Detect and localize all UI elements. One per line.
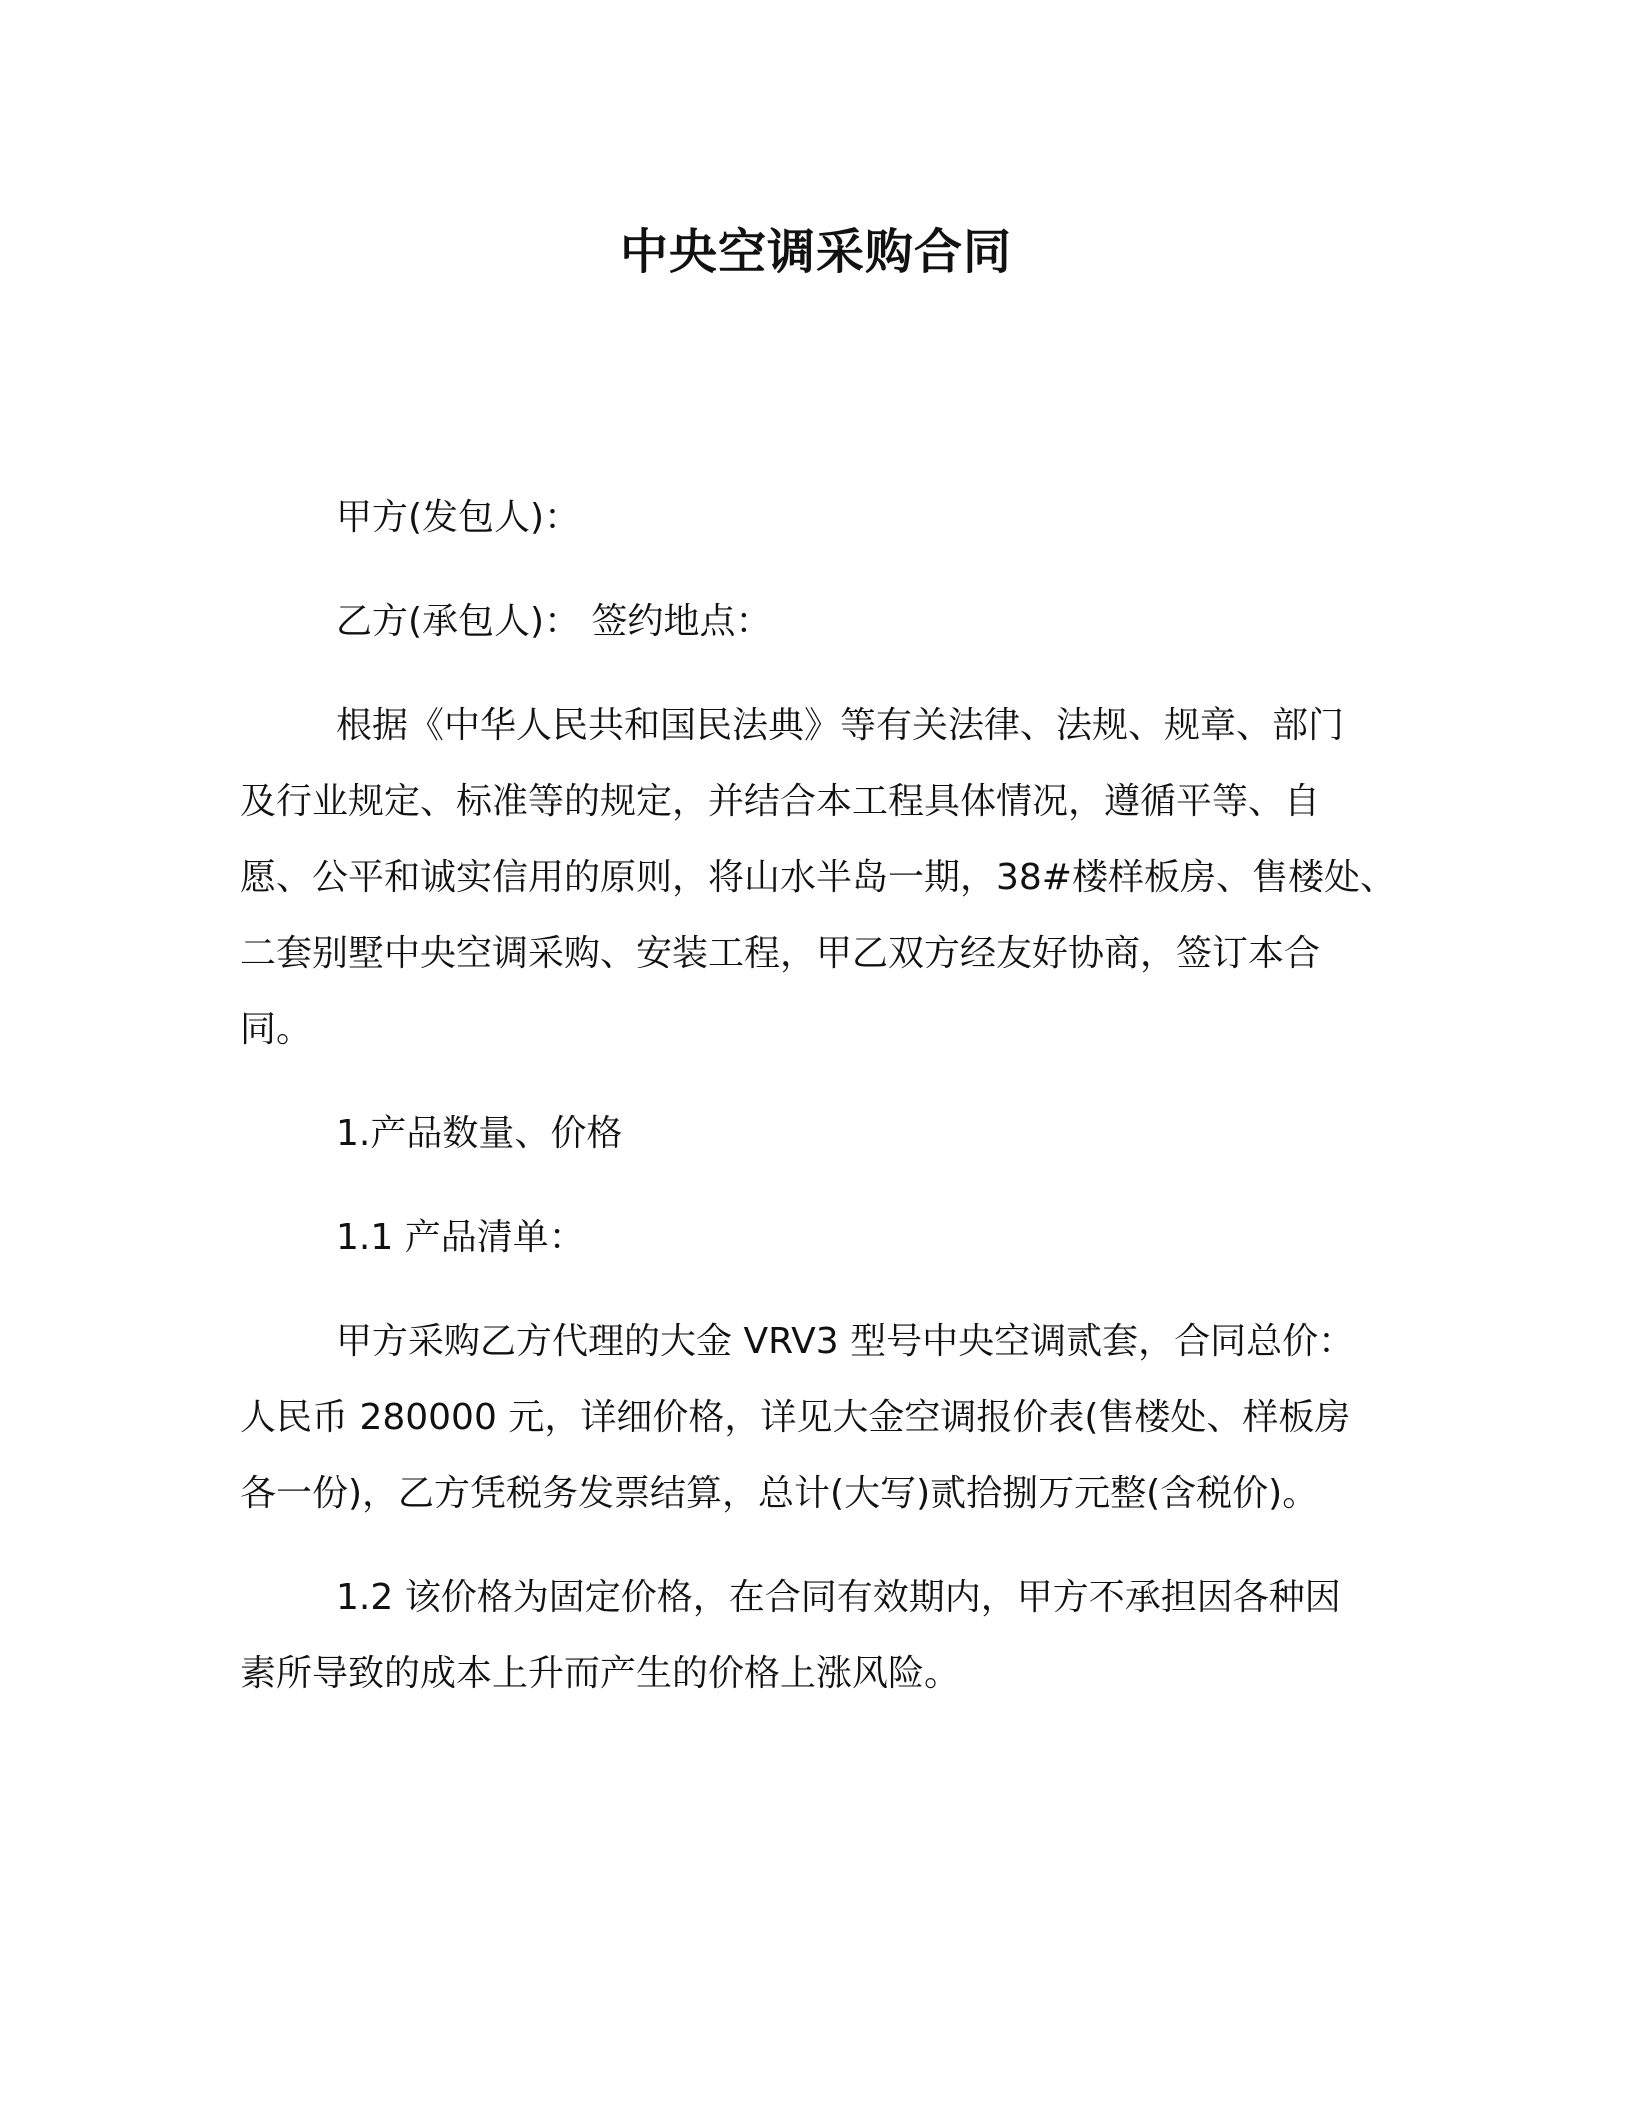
section-1-2-line-2: 素所导致的成本上升而产生的价格上涨风险。 (240, 1653, 961, 1694)
section-1-1-line-3: 各一份)，乙方凭税务发票结算，总计(大写)贰拾捌万元整(含税价)。 (240, 1473, 1319, 1514)
preamble-line-4: 二套别墅中央空调采购、安装工程，甲乙双方经友好协商，签订本合 (240, 933, 1321, 974)
section-1-1-line-2: 人民币 280000 元，详细价格，详见大金空调报价表(售楼处、样板房 (240, 1397, 1351, 1438)
preamble-line-2: 及行业规定、标准等的规定，并结合本工程具体情况，遵循平等、自 (240, 781, 1321, 822)
party-b-line: 乙方(承包人)： 签约地点： (336, 601, 772, 642)
preamble-line-3: 愿、公平和诚实信用的原则，将山水半岛一期，38#楼样板房、售楼处、 (240, 857, 1396, 898)
document-title: 中央空调采购合同 (619, 224, 1012, 280)
section-1-1-heading: 1.1 产品清单： (336, 1217, 585, 1258)
party-a-line: 甲方(发包人)： (336, 497, 581, 538)
section-1-heading: 1.产品数量、价格 (336, 1113, 623, 1154)
section-1-1-line-1: 甲方采购乙方代理的大金 VRV3 型号中央空调贰套，合同总价： (336, 1321, 1355, 1362)
preamble-line-5: 同。 (240, 1009, 313, 1050)
section-1-2-line-1: 1.2 该价格为固定价格，在合同有效期内，甲方不承担因各种因 (336, 1577, 1341, 1618)
preamble-line-1: 根据《中华人民共和国民法典》等有关法律、法规、规章、部门 (336, 705, 1345, 746)
